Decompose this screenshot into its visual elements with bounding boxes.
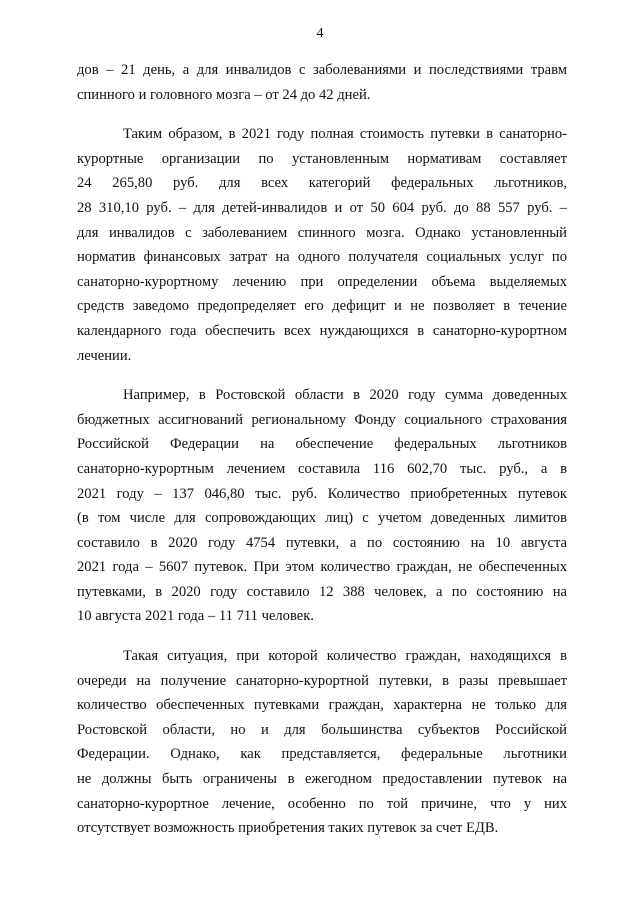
text-line: очереди на получение санаторно-курортной путевки, в разы превышает bbox=[77, 672, 567, 689]
text-line: для инвалидов с заболеванием спинного мозга. Однако установленный bbox=[77, 224, 567, 241]
page-number: 4 bbox=[316, 26, 324, 41]
text-line: не должны быть ограничены в ежегодном предоставлении путевок на bbox=[77, 771, 567, 788]
text-line: дов – 21 день, а для инвалидов с заболеваниями и последствиями травм bbox=[77, 62, 567, 78]
text-line: отсутствует возможность приобретения таких путевок за счет ЕДВ. bbox=[77, 820, 499, 837]
document-body bbox=[77, 58, 567, 856]
text-line: курортные организации по установленным нормативам составляет bbox=[77, 150, 567, 167]
text-line: календарного года обеспечить всех нуждающихся в санаторно-курортном bbox=[77, 322, 567, 339]
text-line: 28 310,10 руб. – для детей-инвалидов и от 50 604 руб. до 88 557 руб. – bbox=[77, 199, 567, 216]
text-line: норматив финансовых затрат на одного получателя социальных услуг по bbox=[77, 249, 567, 266]
paragraph-cost-summary bbox=[77, 122, 567, 368]
text-line: Российской Федерации на обеспечение федеральных льготников bbox=[77, 436, 567, 453]
text-line: Таким образом, в 2021 году полная стоимость путевки в санаторно- bbox=[123, 126, 567, 143]
paragraph-rostov-example bbox=[77, 383, 567, 629]
paragraph-situation bbox=[77, 644, 567, 841]
text-line: спинного и головного мозга – от 24 до 42 дней. bbox=[77, 86, 371, 103]
paragraph-continuation bbox=[77, 58, 567, 107]
text-line: (в том числе для сопровождающих лиц) с учетом доведенных лимитов bbox=[77, 510, 567, 527]
text-line: санаторно-курортным лечением составила 116 602,70 тыс. руб., а в bbox=[77, 460, 567, 477]
text-line: 2021 года – 5607 путевок. При этом количество граждан, не обеспеченных bbox=[77, 559, 567, 576]
text-line: средств заведомо предопределяет его дефицит и не позволяет в течение bbox=[77, 298, 567, 315]
text-line: 24 265,80 руб. для всех категорий федеральных льготников, bbox=[77, 175, 567, 192]
text-line: 2021 году – 137 046,80 тыс. руб. Количество приобретенных путевок bbox=[77, 485, 567, 502]
text-line: количество обеспеченных путевками граждан, характерна не только для bbox=[77, 697, 567, 714]
text-line: бюджетных ассигнований региональному Фонду социального страхования bbox=[77, 411, 567, 428]
text-line: составило в 2020 году 4754 путевки, а по состоянию на 10 августа bbox=[77, 534, 567, 551]
text-line: Федерации. Однако, как представляется, федеральные льготники bbox=[77, 746, 567, 763]
text-line: Например, в Ростовской области в 2020 году сумма доведенных bbox=[123, 387, 567, 404]
text-line: лечении. bbox=[77, 347, 132, 364]
text-line: Ростовской области, но и для большинства субъектов Российской bbox=[77, 721, 567, 738]
text-line: Такая ситуация, при которой количество граждан, находящихся в bbox=[123, 648, 567, 665]
text-line: путевками, в 2020 году составило 12 388 человек, а по состоянию на bbox=[77, 583, 567, 600]
text-line: санаторно-курортное лечение, особенно по той причине, что у них bbox=[77, 795, 567, 812]
text-line: санаторно-курортному лечению при определении объема выделяемых bbox=[77, 273, 567, 290]
text-line: 10 августа 2021 года – 11 711 человек. bbox=[77, 608, 314, 625]
